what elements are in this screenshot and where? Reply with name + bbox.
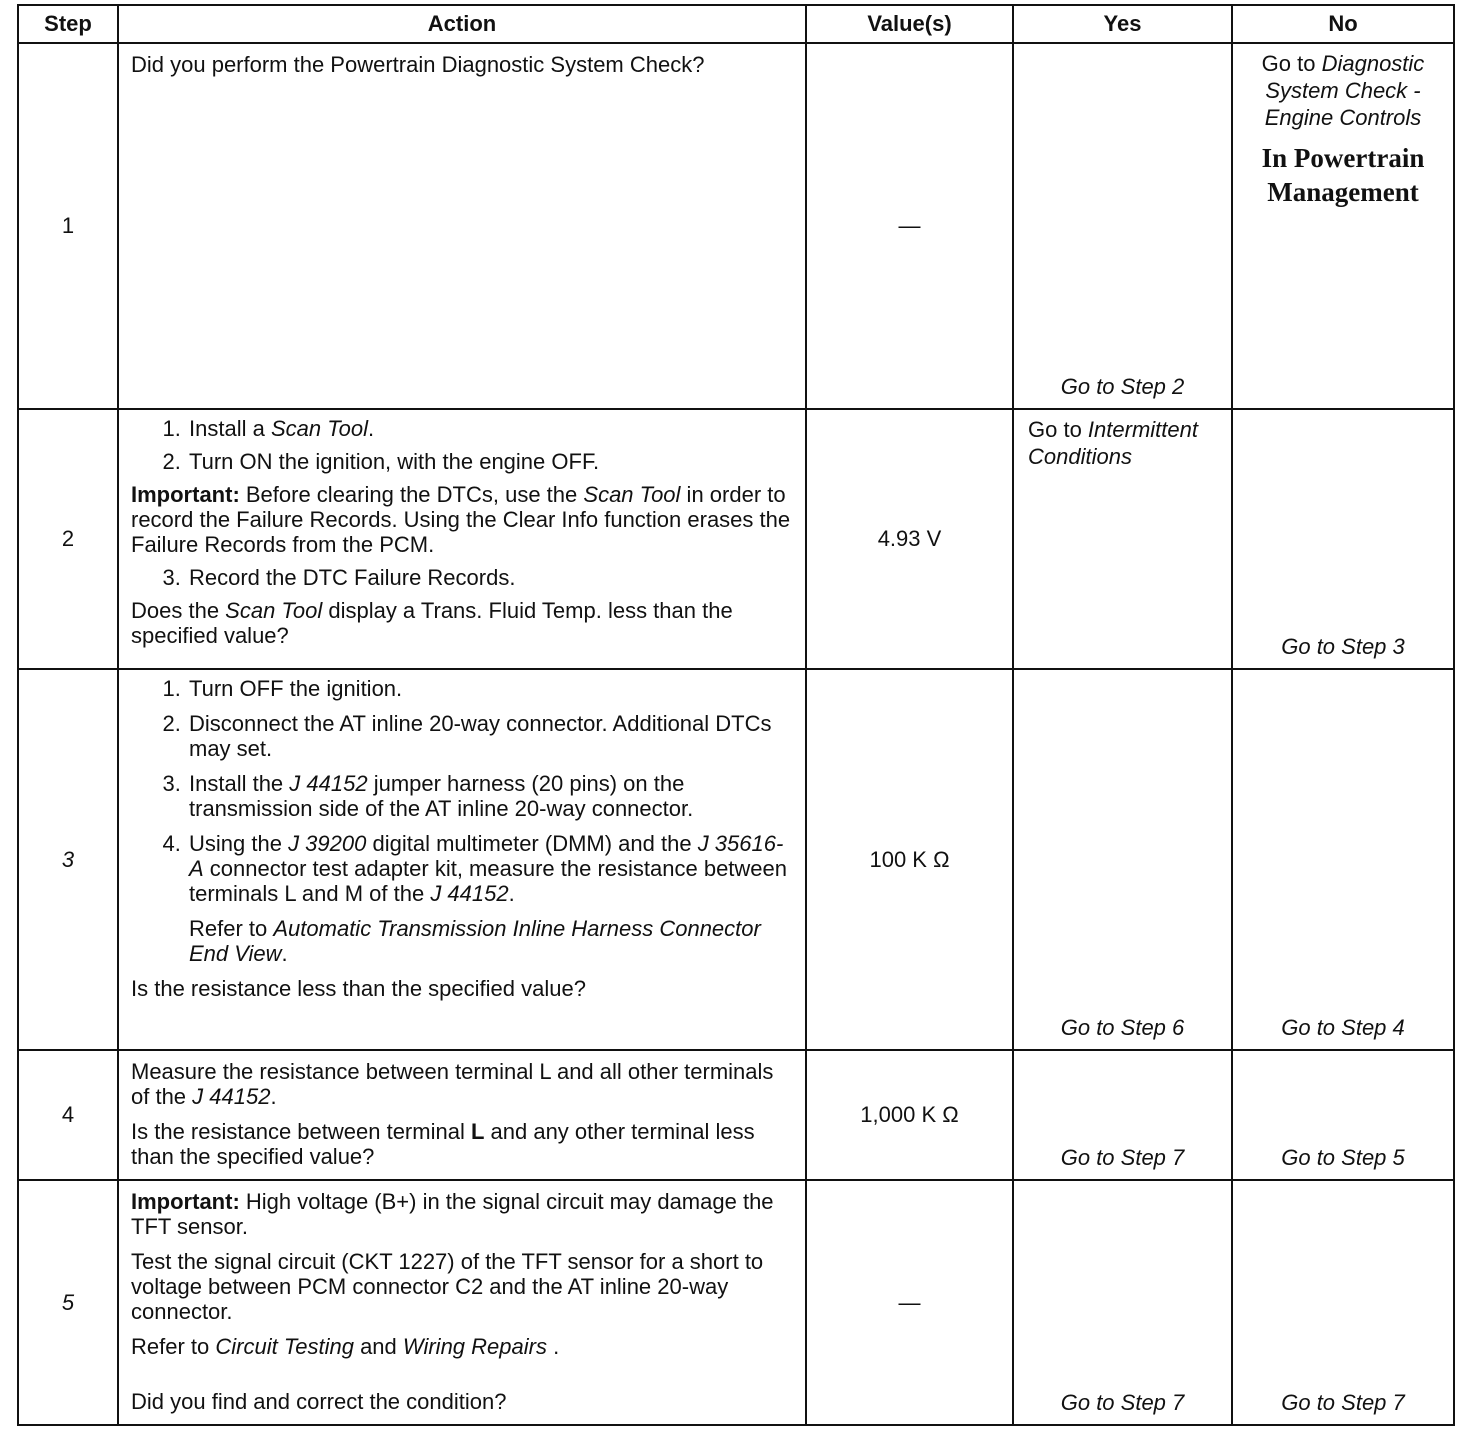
step-number: 1 [18, 43, 118, 409]
handwritten-note-line-1: In Powertrain [1261, 143, 1425, 173]
action-steps-list [131, 676, 795, 966]
yes-goto-link[interactable]: Go to Step 7 [1060, 1145, 1185, 1170]
no-goto-link[interactable]: Go to Step 5 [1281, 1145, 1405, 1170]
action-question: Did you find and correct the condition? [131, 1389, 507, 1414]
header-row [18, 5, 1454, 43]
header-no: No [1232, 5, 1454, 43]
yes-goto-link[interactable]: Go to Step 7 [1060, 1390, 1185, 1415]
refer-link-wiring-repairs[interactable]: Wiring Repairs [402, 1334, 547, 1359]
header-yes: Yes [1013, 5, 1232, 43]
action-steps-list-cont [131, 565, 795, 590]
header-values: Value(s) [806, 5, 1013, 43]
action-question: Is the resistance less than the specified value? [131, 976, 586, 1001]
action-step-2: 2. Turn ON the ignition, with the engine OFF. [187, 449, 795, 474]
action-instruction: Test the signal circuit (CKT 1227) of the TFT sensor for a short to voltage between PCM connector C2 and the AT inline 20-way connector. [131, 1249, 764, 1324]
action-step-1: 1. Install a Scan Tool. [187, 416, 795, 441]
action-step-4: 4. Using the J 39200 digital multimeter (DMM) and the J 35616-A connector test adapter kit, measure the resistance between terminals L and M of the J 44152. Refer to Automatic Transmission Inline Harness Connector End View. [187, 831, 795, 966]
action-cell [118, 409, 806, 669]
value-cell: 100 K Ω [806, 669, 1013, 1050]
action-cell [118, 669, 806, 1050]
no-cell [1232, 669, 1454, 1050]
value-cell: 4.93 V [806, 409, 1013, 669]
yes-goto-link[interactable]: Go to Step 6 [1060, 1015, 1185, 1040]
yes-goto-link[interactable]: Intermittent Conditions [1028, 417, 1198, 469]
step-number: 4 [18, 1050, 118, 1180]
refer-note: Refer to Circuit Testing and Wiring Repairs . [131, 1334, 560, 1359]
no-goto-link[interactable]: Go to Step 3 [1281, 634, 1405, 659]
action-cell [118, 1050, 806, 1180]
table-row-step-5 [18, 1180, 1454, 1425]
action-question: Did you perform the Powertrain Diagnostic System Check? [131, 52, 705, 77]
important-note: Important: Before clearing the DTCs, use the Scan Tool in order to record the Failure Records. Using the Clear Info function erases the Failure Records from the PCM. [131, 482, 791, 557]
no-cell [1232, 1180, 1454, 1425]
action-step-2: 2. Disconnect the AT inline 20-way connector. Additional DTCs may set. [187, 711, 795, 761]
table-row-step-1 [18, 43, 1454, 409]
header-action: Action [118, 5, 806, 43]
refer-note: Refer to Automatic Transmission Inline Harness Connector End View. [189, 916, 761, 966]
no-goto-link[interactable]: Diagnostic System Check - Engine Controls [1264, 51, 1425, 130]
no-cell [1232, 409, 1454, 669]
yes-cell [1013, 669, 1232, 1050]
action-step-3: 3. Install the J 44152 jumper harness (20 pins) on the transmission side of the AT inline 20-way connector. [187, 771, 795, 821]
yes-goto-prefix: Go to [1028, 417, 1088, 442]
important-note: Important: High voltage (B+) in the signal circuit may damage the TFT sensor. [131, 1189, 774, 1239]
no-goto-link[interactable]: Go to Step 4 [1281, 1015, 1405, 1040]
diagnostic-table [17, 4, 1455, 1426]
no-cell [1232, 43, 1454, 409]
action-instruction: Measure the resistance between terminal L and all other terminals of the J 44152. [131, 1059, 774, 1109]
yes-cell [1013, 1050, 1232, 1180]
header-step: Step [18, 5, 118, 43]
table-row-step-2 [18, 409, 1454, 669]
action-question: Does the Scan Tool display a Trans. Fluid Temp. less than the specified value? [131, 598, 733, 648]
step-number: 3 [18, 669, 118, 1050]
yes-cell [1013, 43, 1232, 409]
action-step-3: 3. Record the DTC Failure Records. [187, 565, 795, 590]
step-number: 2 [18, 409, 118, 669]
action-question: Is the resistance between terminal L and any other terminal less than the specified value? [131, 1119, 755, 1169]
no-goto-prefix: Go to [1261, 51, 1322, 76]
no-goto-link[interactable]: Go to Step 7 [1281, 1390, 1405, 1415]
action-cell [118, 1180, 806, 1425]
action-cell [118, 43, 806, 409]
no-cell [1232, 1050, 1454, 1180]
table-row-step-3 [18, 669, 1454, 1050]
refer-link-circuit-testing[interactable]: Circuit Testing [215, 1334, 354, 1359]
action-steps-list [131, 416, 795, 474]
value-cell: — [806, 43, 1013, 409]
yes-cell [1013, 1180, 1232, 1425]
yes-cell [1013, 409, 1232, 669]
table-row-step-4 [18, 1050, 1454, 1180]
value-cell: 1,000 K Ω [806, 1050, 1013, 1180]
yes-goto-link[interactable]: Go to Step 2 [1060, 374, 1185, 399]
value-cell: — [806, 1180, 1013, 1425]
step-number: 5 [18, 1180, 118, 1425]
handwritten-note-line-2: Management [1267, 177, 1419, 207]
refer-link[interactable]: Automatic Transmission Inline Harness Connector End View [189, 916, 761, 966]
action-step-1: 1. Turn OFF the ignition. [187, 676, 795, 701]
